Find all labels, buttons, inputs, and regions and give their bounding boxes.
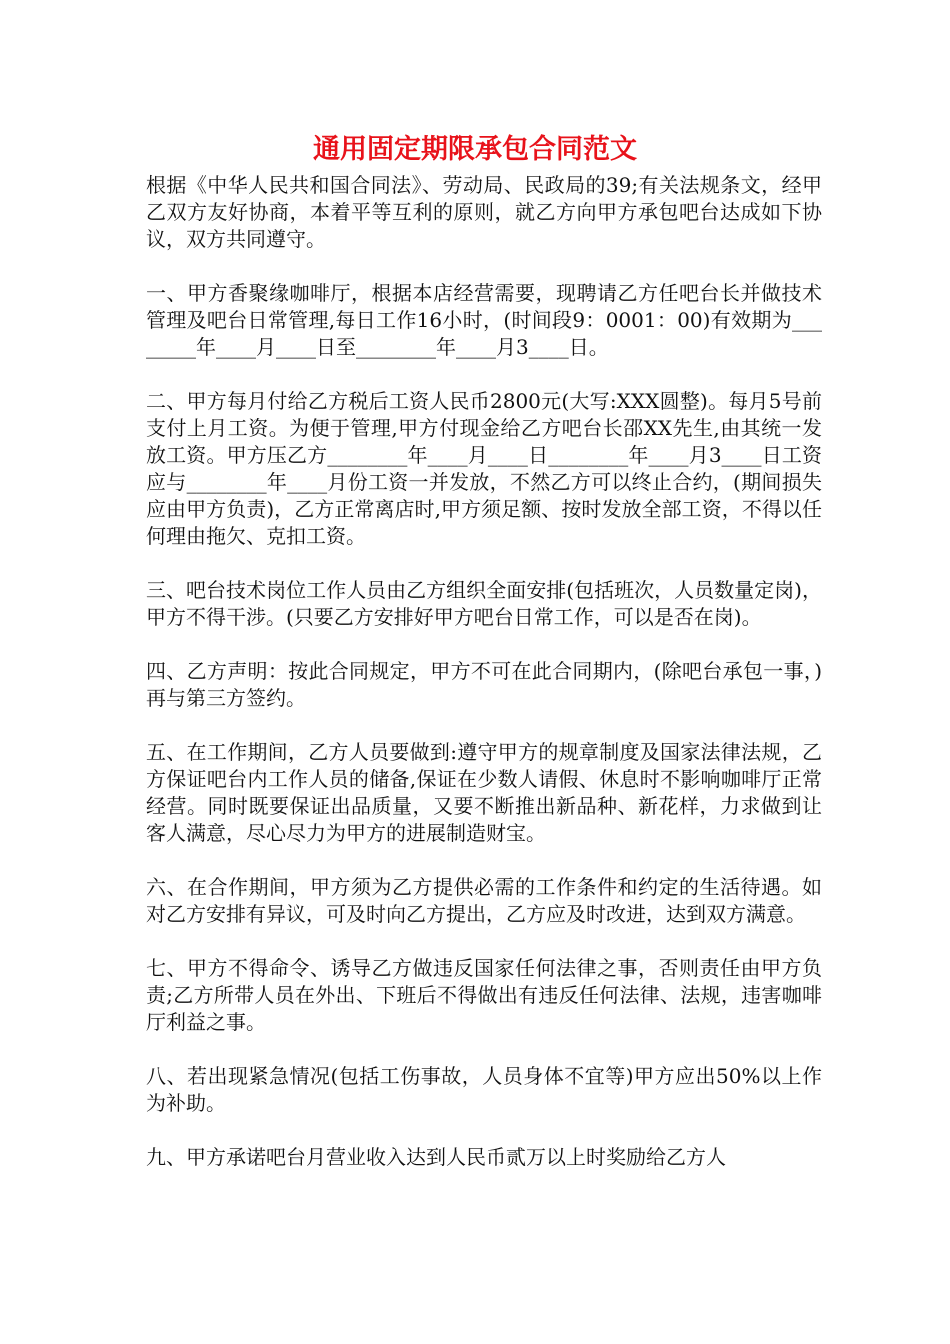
paragraph-clause-4: 四、乙方声明：按此合同规定，甲方不可在此合同期内，(除吧台承包一事，)再与第三方签约。 (146, 659, 822, 710)
paragraph-clause-2: 二、甲方每月付给乙方税后工资人民币2800元(大写:XXX圆整)。每月5号前支付上月工资。为便于管理,甲方付现金给乙方吧台长邵XX先生,由其统一发放工资。甲方压乙方________年____月____日________年____月3____日工资应与________年____月份工资一并发放，不然乙方可以终止合约，(期间损失应由甲方负责)，乙方正常离店时,甲方须足额、按时发放全部工资，不得以任何理由拖欠、克扣工资。 (146, 389, 822, 548)
paragraph-clause-5: 五、在工作期间，乙方人员要做到:遵守甲方的规章制度及国家法律法规，乙方保证吧台内工作人员的储备,保证在少数人请假、休息时不影响咖啡厅正常经营。同时既要保证出品质量，又要不断推出新品种、新花样，力求做到让客人满意，尽心尽力为甲方的进展制造财宝。 (146, 740, 822, 845)
document-title: 通用固定期限承包合同范文 (313, 134, 637, 165)
paragraph-clause-6: 六、在合作期间，甲方须为乙方提供必需的工作条件和约定的生活待遇。如对乙方安排有异议，可及时向乙方提出，乙方应及时改进，达到双方满意。 (146, 875, 822, 926)
paragraph-clause-7: 七、甲方不得命令、诱导乙方做违反国家任何法律之事，否则责任由甲方负责;乙方所带人员在外出、下班后不得做出有违反任何法律、法规，违害咖啡厅利益之事。 (146, 956, 822, 1034)
paragraph-clause-3: 三、吧台技术岗位工作人员由乙方组织全面安排(包括班次，人员数量定岗)，甲方不得干涉。(只要乙方安排好甲方吧台日常工作，可以是否在岗)。 (146, 578, 822, 629)
paragraph-clause-8: 八、若出现紧急情况(包括工伤事故，人员身体不宜等)甲方应出50%以上作为补助。 (146, 1064, 822, 1115)
paragraph-preamble: 根据《中华人民共和国合同法》、劳动局、民政局的39;有关法规条文，经甲乙双方友好协商，本着平等互利的原则，就乙方向甲方承包吧台达成如下协议，双方共同遵守。 (146, 173, 822, 251)
document-body (146, 172, 822, 1171)
paragraph-clause-9: 九、甲方承诺吧台月营业收入达到人民币贰万以上时奖励给乙方人 (146, 1145, 726, 1169)
paragraph-clause-1: 一、甲方香聚缘咖啡厅，根据本店经营需要，现聘请乙方任吧台长并做技术管理及吧台日常管理,每日工作16小时，(时间段9：0001：00)有效期为________年____月____日至________年____月3____日。 (146, 281, 822, 359)
